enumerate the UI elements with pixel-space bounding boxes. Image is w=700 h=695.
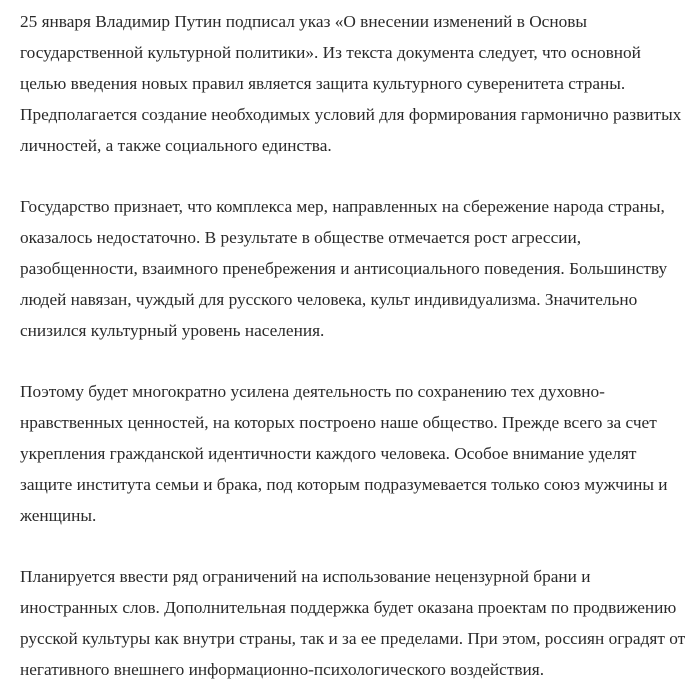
article-paragraph-4: Планируется ввести ряд ограничений на использование нецензурной брани и иностранных слов. Дополнительная поддержка будет оказана проектам по продвижению русской культуры как внутри страны, так и за ее пределами. При этом, россиян оградят от негативного внешнего информационно-психологического воздействия. (20, 567, 686, 679)
article-paragraph-3: Поэтому будет многократно усилена деятельность по сохранению тех духовно-нравственных ценностей, на которых построено наше общество. Прежде всего за счет укрепления гражданской идентичности каждого человека. Особое внимание уделят защите института семьи и брака, под которым подразумевается только союз мужчины и женщины. (20, 382, 668, 525)
article-paragraph-2: Государство признает, что комплекса мер, направленных на сбережение народа страны, оказалось недостаточно. В результате в обществе отмечается рост агрессии, разобщенности, взаимного пренебрежения и антисоциального поведения. Большинству людей навязан, чуждый для русского человека, культ индивидуализма. Значительно снизился культурный уровень населения. (20, 197, 668, 340)
article-paragraph-1: 25 января Владимир Путин подписал указ «О внесении изменений в Основы государственной культурной политики». Из текста документа следует, что основной целью введения новых правил является защита культурного суверенитета страны. Предполагается создание необходимых условий для формирования гармонично развитых личностей, а также социального единства. (20, 12, 682, 155)
